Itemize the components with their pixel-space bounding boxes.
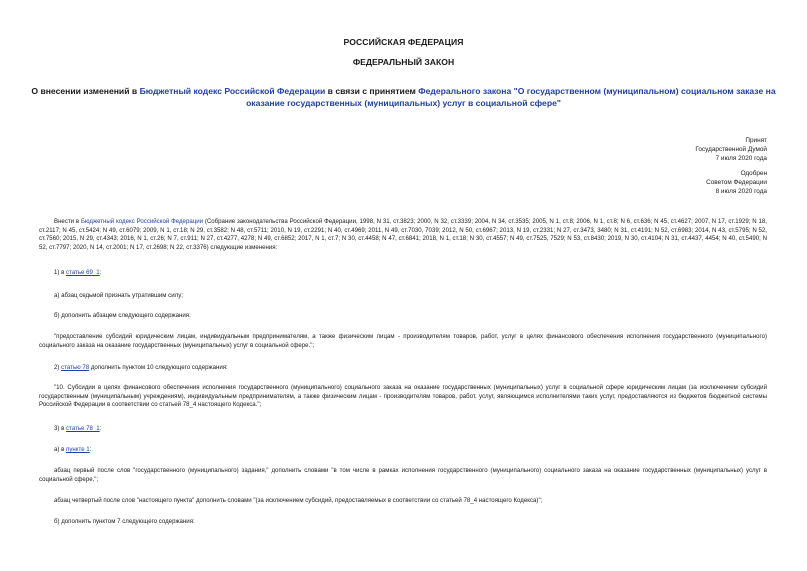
intro-paragraph (39, 218, 767, 252)
item-2-suffix: дополнить пунктом 10 следующего содержания: (89, 364, 228, 371)
item-3b: б) дополнить пунктом 7 следующего содержания: (54, 518, 195, 525)
approved-by: Советом Федерации (706, 178, 767, 186)
intro-rest: (Собрание законодательства Российской Федерации, 1998, N 31, ст.3823; 2000, N 32, ст.3339; 2004, N 34, ст.3535; 2005, N 1, ст.8; 2006, N 1, ст.8; N 6, ст.636; N 45, ст.4627; 2007, N 17, ст.1929; N 18, ст.2117; N 45, ст.5424; N 49, ст.6079; 2009, N 1, ст.18; N 29, ст.3582; N 48, ст.5711; 2010, N 19, ст.2291; N 40, ст.4969; 2011, N 49, ст.7030, 7039; 2012, N 50, ст.6967; 2013, N 19, ст.2331; N 27, ст.3473, 3480; N 31, ст.4191; N 52, ст.6983; 2014, N 43, ст.5795; N 52, ст.7560; 2015, N 29, ст.4343; 2016, N 1, ст.26; N 7, ст.911; N 27, ст.4277, 4278; N 49, ст.6852; 2017, N 1, ст.7; N 30, ст.4458; N 47, ст.6841; 2018, N 1, ст.18; N 30, ст.4557; N 49, ст.7525, 7529; N 53, ст.8430; 2019, N 30, ст.4104; N 31, ст.4437, 4454; N 40, ст.5490; N 52, ст.7797; 2020, N 14, ст.2001; N 17, ст.2698; N 22, ст.3376) следующие изменения: (39, 218, 768, 251)
country-heading: РОССИЙСКАЯ ФЕДЕРАЦИЯ (343, 37, 464, 47)
quote-1: "предоставление субсидий юридическим лицам, индивидуальным предпринимателям, а также физическим лицам - производителям товаров, работ, услуг в целях финансового обеспечения исполнения государственного (муниципального) социального заказа на оказание государственных (муниципальных) услуг в социальной сфере."; (39, 333, 767, 349)
approved-date: 8 июля 2020 года (715, 188, 767, 196)
adoption-block (567, 136, 767, 196)
item-3a (54, 446, 91, 455)
adopted-date: 7 июля 2020 года (715, 155, 767, 163)
adopted-label: Принят (745, 137, 767, 144)
doc-type-heading: ФЕДЕРАЛЬНЫЙ ЗАКОН (352, 57, 455, 67)
item-1-link[interactable]: статье 69_1 (66, 269, 100, 276)
title-text-2: в связи с принятием (325, 86, 419, 96)
item-1-suffix: : (99, 269, 102, 276)
title-text-1: О внесении изменений в (31, 86, 140, 96)
intro-prefix: Внести в (54, 218, 81, 225)
item-3-suffix: : (99, 425, 102, 432)
law-title (30, 85, 777, 109)
item-1a: а) абзац седьмой признать утратившим силу; (54, 292, 183, 299)
item-3-link[interactable]: статье 78_1 (66, 425, 100, 432)
paragraph-first-amendment: абзац первый после слов "государственного (муниципального) задания," дополнить словами "в том числе в рамках исполнения государственного (муниципального) социального заказа на оказание государственных (муниципальных) услуг в социальной сфере,"; (39, 467, 767, 483)
item-2-link[interactable]: статью 78 (61, 364, 90, 371)
item-3a-link[interactable]: пункте 1 (66, 446, 90, 453)
item-2 (54, 364, 228, 373)
item-3 (54, 425, 101, 434)
title-link-federal-law[interactable]: Федерального закона "О государственном (муниципальном) социальном заказе на оказание государственных (муниципальных) услуг в социальной сфере" (246, 86, 776, 108)
item-3a-suffix: : (89, 446, 92, 453)
item-2-prefix: 2) (54, 364, 62, 371)
approved-label: Одобрен (740, 169, 767, 177)
item-1b: б) дополнить абзацем следующего содержания: (54, 312, 191, 319)
title-link-budget-code[interactable]: Бюджетный кодекс Российской Федерации (139, 86, 326, 96)
quote-2: "10. Субсидии в целях финансового обеспечения исполнения государственного (муниципального) социального заказа на оказание государственных (муниципальных) услуг в социальной сфере юридическим лицам (за исключением субсидий государственным (муниципальным) учреждениям), индивидуальным предпринимателям, а также физическим лицам - производителям товаров, работ, услуг, являющимся исполнителями таких услуг, предоставляются из бюджетов бюджетной системы Российской Федерации в соответствии со статьей 78_4 настоящего Кодекса."; (39, 384, 767, 408)
paragraph-fourth-amendment: абзац четвертый после слов "настоящего пункта" дополнить словами "(за исключением субсидий, предоставляемых в соответствии со статьей 78_4 настоящего Кодекса)"; (54, 497, 543, 504)
intro-link-budget-code[interactable]: Бюджетный кодекс Российской Федерации (81, 218, 204, 225)
item-3-prefix: 3) в (54, 425, 67, 432)
item-1-prefix: 1) в (54, 269, 67, 276)
adopted-by: Государственной Думой (695, 146, 767, 154)
item-3a-prefix: а) в (54, 446, 67, 453)
item-1 (54, 269, 101, 278)
